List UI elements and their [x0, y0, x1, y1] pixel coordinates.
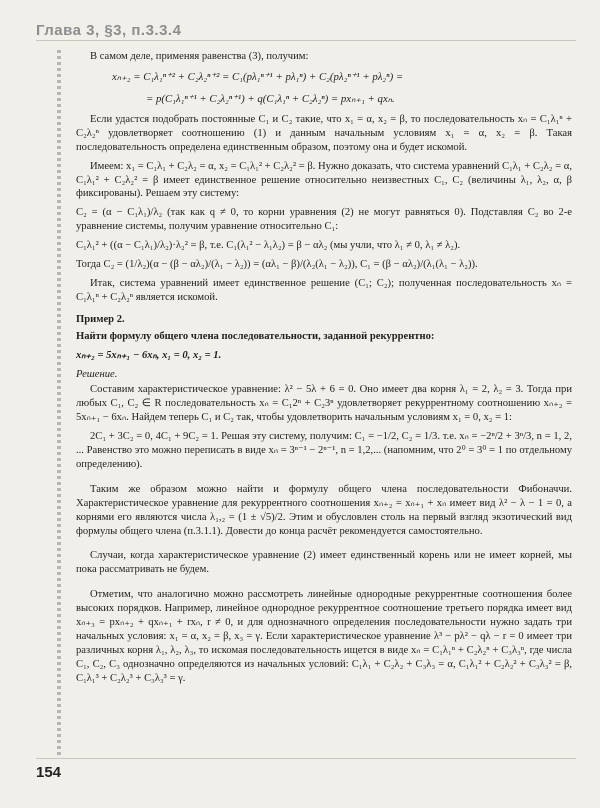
formula-solution: Тогда C₂ = (1/λ₂)(α − (β − αλ₂)/(λ₁ − λ₂)) = (αλ₁ − β)/(λ₂(λ₁ − λ₂)), C₁ = (β − αλ₂)/(λ₁(λ₁ − λ₂)). — [76, 259, 478, 271]
margin-bar — [57, 50, 61, 756]
solution-title: Решение. — [76, 368, 118, 380]
example-recurrence: xₙ₊₂ = 5xₙ₊₁ − 6xₙ, x₁ = 0, x₂ = 1. — [76, 349, 222, 361]
formula-recurrence-line2: = p(C₁λ₁ⁿ⁺¹ + C₂λ₂ⁿ⁺¹) + q(C₁λ₁ⁿ + C₂λ₂ⁿ) = pxₙ₊₁ + qxₙ. — [146, 92, 395, 105]
page-body — [76, 50, 572, 691]
paragraph-system: Имеем: x₁ = C₁λ₁ + C₂λ₂ = α, x₂ = C₁λ₁² + C₂λ₂² = β. Нужно доказать, что система уравнений C₁λ₁ + C₂λ₂ = α, C₁λ₁² + C₂λ₂² = β имеет единственное решение относительно неизвестных C₁, C₂ (величины λ₁, λ₂, α, β фиксированы). Решаем эту систему: — [76, 160, 572, 200]
paragraph-intro: В самом деле, применяя равенства (3), получим: — [90, 51, 309, 62]
formula-c2: C₂ = (α − C₁λ₁)/λ₂ (так как q ≠ 0, то корни уравнения (2) не могут равняться 0). Подставляя C₂ во 2-е уравнение системы, получим уравнение относительно C₁: — [76, 207, 572, 233]
example-task: Найти формулу общего члена последовательности, заданной рекуррентно: — [76, 330, 435, 342]
paragraph-fibonacci: Таким же образом можно найти и формулу общего члена последовательности Фибоначчи. Характеристическое уравнение для рекуррентного соотношения xₙ₊₂ = xₙ₊₁ + xₙ имеет вид λ² − λ − 1 = 0, а корнями его являются числа λ₁,₂ = (1 ± √5)/2. Этим и обусловлен столь на первый взгляд экзотический вид формулы общего члена (п.3.1.1). Довести до конца расчёт рекомендуется самостоятельно. — [76, 483, 572, 537]
footer-rule — [36, 758, 576, 759]
formula-recurrence-line1: xₙ₊₂ = C₁λ₁ⁿ⁺² + C₂λ₂ⁿ⁺² = C₁(pλ₁ⁿ⁺¹ + pλ₁ⁿ) + C₂(pλ₂ⁿ⁺¹ + pλ₂ⁿ) = — [112, 70, 404, 83]
page-number: 154 — [36, 764, 62, 781]
header-rule — [36, 40, 576, 41]
paragraph-conclusion: Итак, система уравнений имеет единственное решение (C₁; C₂); полученная последовательность xₙ = C₁λ₁ⁿ + C₂λ₂ⁿ является искомой. — [76, 277, 572, 303]
paragraph-constants: Если удастся подобрать постоянные C₁ и C₂ такие, что x₁ = α, x₂ = β, то последовательность xₙ = C₁λ₁ⁿ + C₂λ₂ⁿ удовлетворяет соотношению (1) и данным начальным условиям x₁ = α, x₂ = β. Такая последовательность определена единственным образом, поэтому она и будет искомой. — [76, 113, 572, 153]
solution-result: 2C₁ + 3C₂ = 0, 4C₁ + 9C₂ = 1. Решая эту систему, получим: C₁ = −1/2, C₂ = 1/3. т.е. xₙ = −2ⁿ/2 + 3ⁿ/3, n = 1, 2, ... Равенство это можно переписать в виде xₙ = 3ⁿ⁻¹ − 2ⁿ⁻¹, n = 1,2,... (напомним, что 2⁰ = 3⁰ = 1 по отдельному определению). — [76, 431, 572, 470]
chapter-header: Глава 3, §3, п.3.3.4 — [36, 22, 182, 39]
paragraph-higher-order: Отметим, что аналогично можно рассмотреть линейные однородные рекуррентные соотношения более высоких порядков. Например, линейное однородное рекуррентное соотношение третьего порядка имеет вид xₙ₊₃ = pxₙ₊₂ + qxₙ₊₁ + rxₙ, r ≠ 0, и для однозначного определения последовательности нужно задать три начальных условия: x₁ = α, x₂ = β, x₃ = γ. Если характеристическое уравнение λ³ − pλ² − qλ − r = 0 имеет три различных корня λ₁, λ₂, λ₃, то искомая последовательность ищется в виде xₙ = C₁λ₁ⁿ + C₂λ₂ⁿ + C₃λ₃ⁿ, где числа C₁, C₂, C₃ однозначно определяются из начальных условий: C₁λ₁ + C₂λ₂ + C₃λ₃ = α, C₁λ₁² + C₂λ₂² + C₃λ₃² = β, C₁λ₁³ + C₂λ₂³ + C₃λ₃³ = γ. — [76, 589, 572, 684]
formula-c1-equation: C₁λ₁² + ((α − C₁λ₁)/λ₂)·λ₂² = β, т.е. C₁(λ₁² − λ₁λ₂) = β − αλ₂ (мы учли, что λ₁ ≠ 0, λ₁ ≠ λ₂). — [76, 240, 461, 252]
solution-characteristic: Составим характеристическое уравнение: λ² − 5λ + 6 = 0. Оно имеет два корня λ₁ = 2, λ₂ = 3. Тогда при любых C₁, C₂ ∈ R последовательность xₙ = C₁2ⁿ + C₂3ⁿ удовлетворяет рекуррентному соотношению xₙ₊₂ = 5xₙ₊₁ − 6xₙ. Найдем теперь C₁ и C₂ так, чтобы удовлетворить начальным условиям x₁ = 0, x₂ = 1: — [76, 384, 572, 424]
example-title: Пример 2. — [76, 313, 125, 325]
paragraph-single-root: Случаи, когда характеристическое уравнение (2) имеет единственный корень или не имеет корней, мы пока рассматривать не будем. — [76, 550, 572, 576]
